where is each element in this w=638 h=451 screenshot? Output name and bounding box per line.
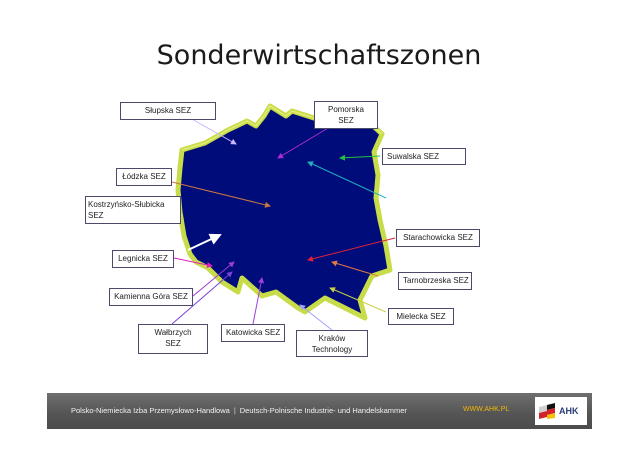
label-starachowicka: Starachowicka SEZ [396,229,480,247]
ahk-logo [535,397,587,425]
label-slupska: Słupska SEZ [120,102,216,120]
footer-org-de: Deutsch-Polnische Industrie- und Handelskammer [239,406,407,415]
label-legnicka: Legnicka SEZ [112,250,174,268]
page-title: Sonderwirtschaftszonen [156,40,482,71]
ahk-flag-icon [539,403,555,419]
label-krakow: Kraków Technology [296,330,368,357]
label-suwalska: Suwalska SEZ [382,148,466,165]
ahk-logo-text: AHK [559,406,579,416]
label-lodzka: Łódzka SEZ [116,168,172,186]
footer-org-names [71,406,407,415]
poland-outline [178,106,390,318]
label-katowicka: Katowicka SEZ [221,324,285,342]
label-kamiennagora: Kamienna Góra SEZ [109,288,193,306]
footer-separator: | [233,406,236,415]
label-mielecka: Mielecka SEZ [388,308,454,325]
label-walbrzych: Wałbrzych SEZ [138,324,208,354]
arrow-krakow [300,305,332,330]
footer-org-pl: Polsko-Niemiecka Izba Przemysłowo-Handlowa [71,406,230,415]
label-pomorska: Pomorska SEZ [314,101,378,129]
footer-bar [47,393,592,429]
footer-url-link[interactable]: WWW.AHK.PL [463,406,510,413]
label-kostrzynsko: Kostrzyńsko-Słubicka SEZ [85,196,181,224]
label-tarnobrzeska: Tarnobrzeska SEZ [398,272,472,290]
